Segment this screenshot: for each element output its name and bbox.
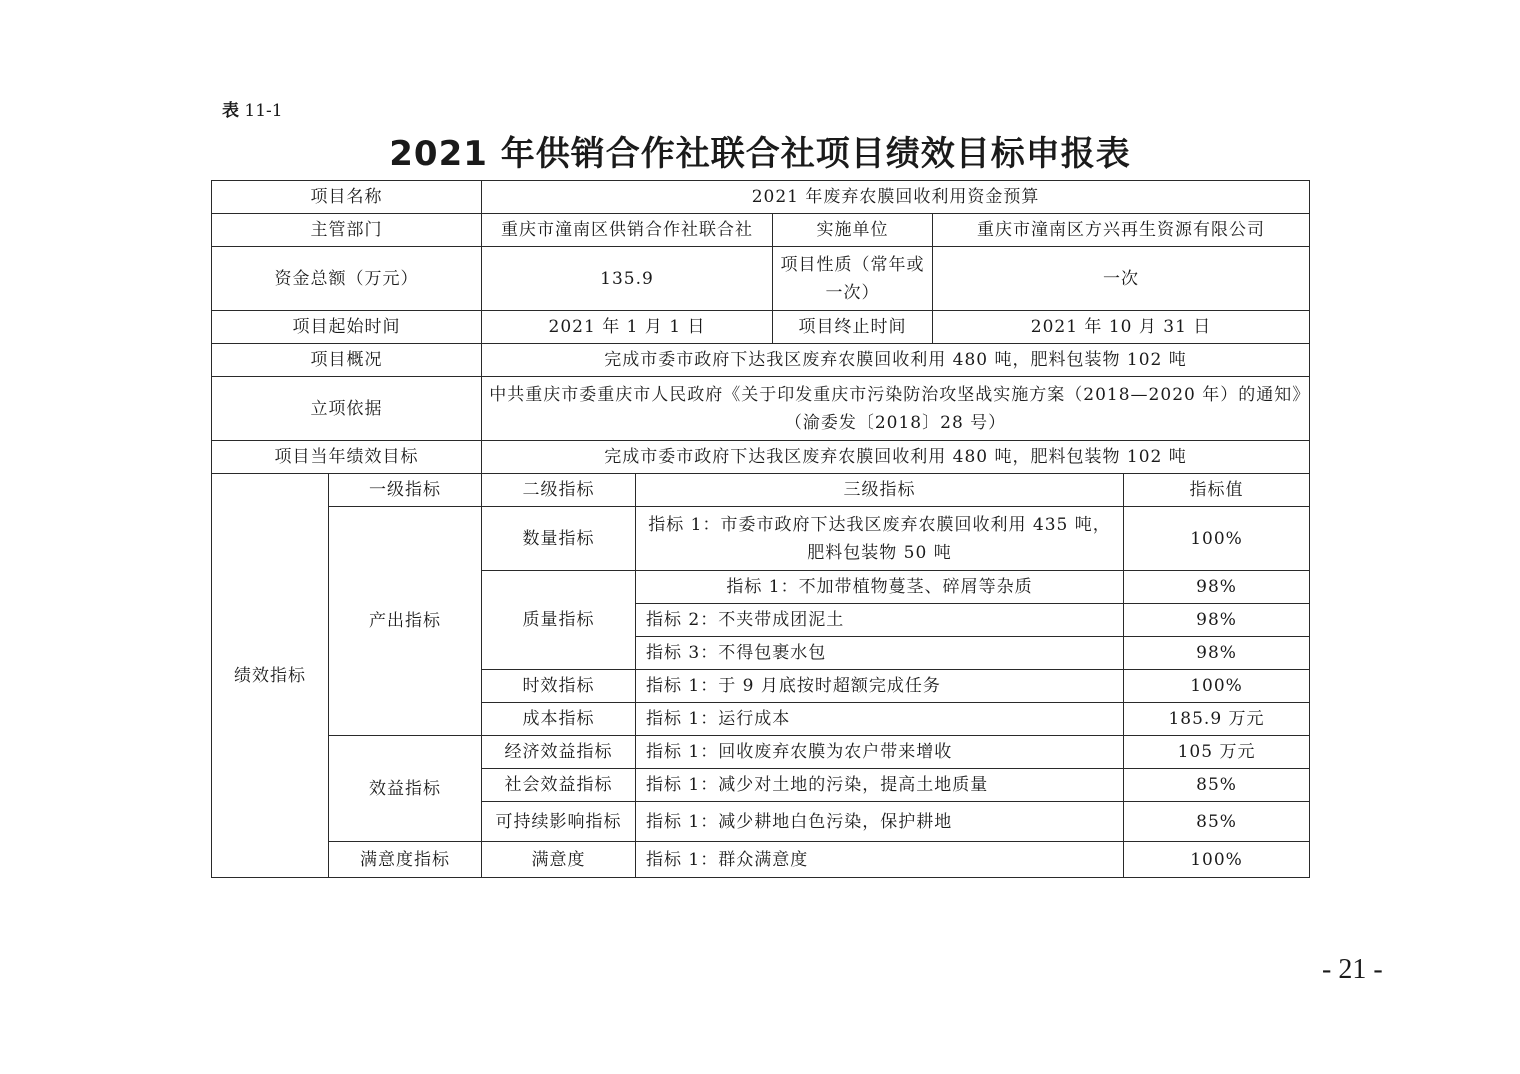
level2-cell: 可持续影响指标 [482, 802, 636, 842]
table-row [212, 842, 1310, 878]
level2-cell: 经济效益指标 [482, 736, 636, 769]
level2-cell: 社会效益指标 [482, 769, 636, 802]
table-row [212, 311, 1310, 344]
level2-cell: 成本指标 [482, 703, 636, 736]
header-value: 指标值 [1124, 474, 1310, 507]
level2-cell: 质量指标 [482, 571, 636, 670]
project-name-label: 项目名称 [212, 181, 482, 214]
nature-label: 项目性质（常年或一次） [773, 247, 933, 311]
header-level3: 三级指标 [636, 474, 1124, 507]
impl-value: 重庆市潼南区方兴再生资源有限公司 [933, 214, 1310, 247]
value-cell: 105 万元 [1124, 736, 1310, 769]
value-cell: 100% [1124, 670, 1310, 703]
level3-cell: 指标 1：群众满意度 [636, 842, 1124, 878]
header-level2: 二级指标 [482, 474, 636, 507]
output-indicator-label: 产出指标 [329, 507, 482, 736]
table-row [212, 247, 1310, 311]
level3-cell: 指标 1：于 9 月底按时超额完成任务 [636, 670, 1124, 703]
dept-value: 重庆市潼南区供销合作社联合社 [482, 214, 773, 247]
page-number: - 21 - [1322, 954, 1383, 985]
value-cell: 98% [1124, 637, 1310, 670]
table-row [212, 181, 1310, 214]
value-cell: 185.9 万元 [1124, 703, 1310, 736]
nature-value: 一次 [933, 247, 1310, 311]
table-row [212, 507, 1310, 571]
goal-value: 完成市委市政府下达我区废弃农膜回收利用 480 吨，肥料包装物 102 吨 [482, 441, 1310, 474]
funds-value: 135.9 [482, 247, 773, 311]
overview-value: 完成市委市政府下达我区废弃农膜回收利用 480 吨，肥料包装物 102 吨 [482, 344, 1310, 377]
level3-cell: 指标 1：不加带植物蔓茎、碎屑等杂质 [636, 571, 1124, 604]
satisfaction-indicator-label: 满意度指标 [329, 842, 482, 878]
basis-value: 中共重庆市委重庆市人民政府《关于印发重庆市污染防治攻坚战实施方案（2018—2020 年）的通知》（渝委发〔2018〕28 号） [482, 377, 1310, 441]
end-label: 项目终止时间 [773, 311, 933, 344]
start-value: 2021 年 1 月 1 日 [482, 311, 773, 344]
end-value: 2021 年 10 月 31 日 [933, 311, 1310, 344]
level3-cell: 指标 1：回收废弃农膜为农户带来增收 [636, 736, 1124, 769]
value-cell: 98% [1124, 571, 1310, 604]
value-cell: 98% [1124, 604, 1310, 637]
table-row [212, 736, 1310, 769]
value-cell: 100% [1124, 842, 1310, 878]
level3-cell: 指标 1：减少对土地的污染，提高土地质量 [636, 769, 1124, 802]
dept-label: 主管部门 [212, 214, 482, 247]
project-name-value: 2021 年废弃农膜回收利用资金预算 [482, 181, 1310, 214]
value-cell: 85% [1124, 769, 1310, 802]
level2-cell: 数量指标 [482, 507, 636, 571]
table-row [212, 377, 1310, 441]
impl-label: 实施单位 [773, 214, 933, 247]
performance-table [211, 180, 1310, 878]
goal-label: 项目当年绩效目标 [212, 441, 482, 474]
level3-cell: 指标 1：减少耕地白色污染，保护耕地 [636, 802, 1124, 842]
table-row [212, 474, 1310, 507]
section-performance-label: 绩效指标 [212, 474, 329, 878]
table-row [212, 344, 1310, 377]
level2-cell: 满意度 [482, 842, 636, 878]
header-level1: 一级指标 [329, 474, 482, 507]
table-row [212, 214, 1310, 247]
level2-cell: 时效指标 [482, 670, 636, 703]
page-title: 2021 年供销合作社联合社项目绩效目标申报表 [389, 134, 1131, 174]
level3-cell: 指标 1：市委市政府下达我区废弃农膜回收利用 435 吨，肥料包装物 50 吨 [636, 507, 1124, 571]
level3-cell: 指标 1：运行成本 [636, 703, 1124, 736]
benefit-indicator-label: 效益指标 [329, 736, 482, 842]
table-label: 表 11-1 [222, 101, 283, 121]
basis-label: 立项依据 [212, 377, 482, 441]
level3-cell: 指标 3：不得包裹水包 [636, 637, 1124, 670]
start-label: 项目起始时间 [212, 311, 482, 344]
value-cell: 100% [1124, 507, 1310, 571]
overview-label: 项目概况 [212, 344, 482, 377]
table-row [212, 441, 1310, 474]
value-cell: 85% [1124, 802, 1310, 842]
level3-cell: 指标 2：不夹带成团泥土 [636, 604, 1124, 637]
funds-label: 资金总额（万元） [212, 247, 482, 311]
